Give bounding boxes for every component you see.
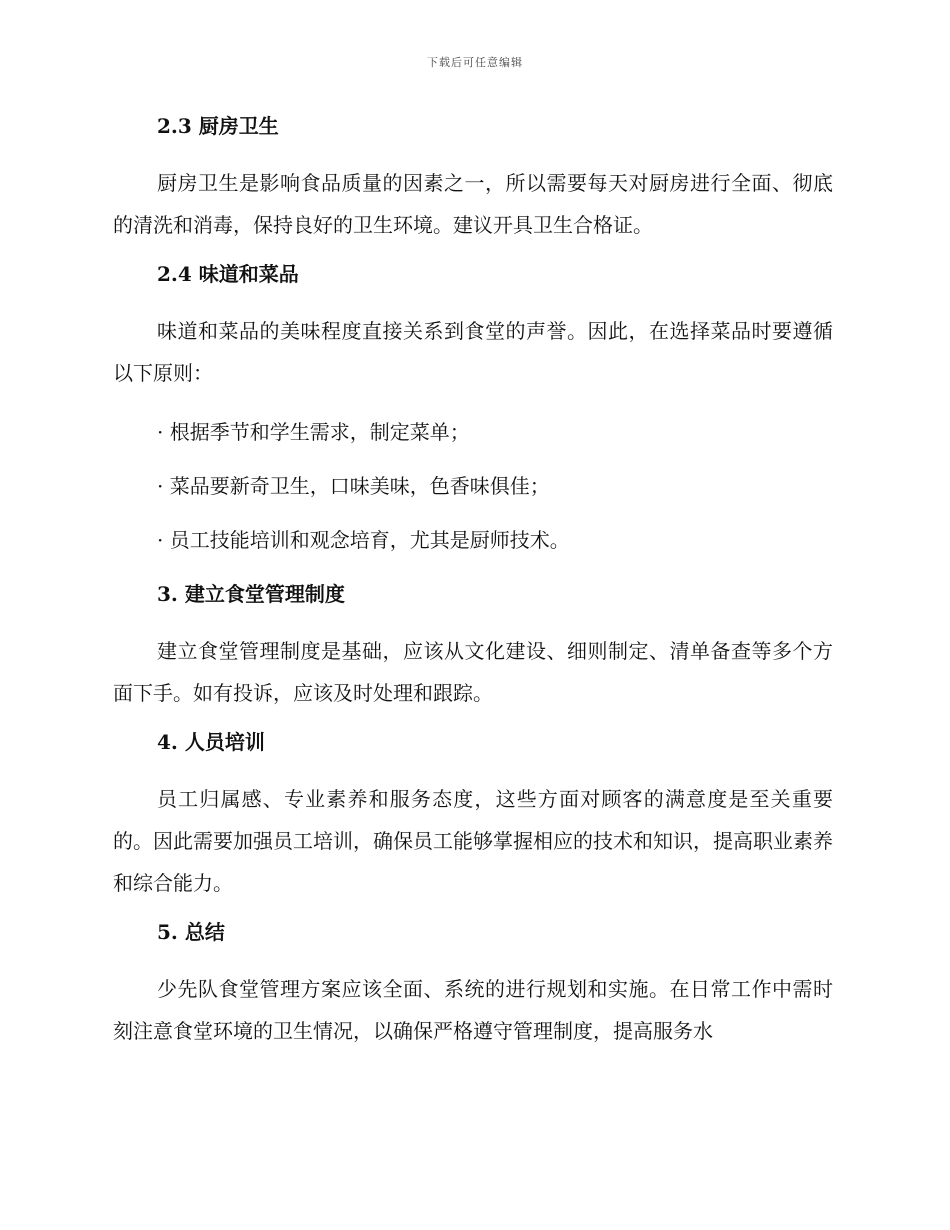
paragraph-kitchen-hygiene: 厨房卫生是影响食品质量的因素之一，所以需要每天对厨房进行全面、彻底的清洗和消毒，保持良好的卫生环境。建议开具卫生合格证。 (113, 171, 833, 237)
page-header: 下载后可任意编辑 (427, 56, 523, 69)
section-heading-3: 3. 建立食堂管理制度 (157, 582, 345, 606)
document-body (113, 110, 833, 1052)
section-heading-5: 5. 总结 (157, 920, 225, 944)
bullet-item: · 菜品要新奇卫生，口味美味，色香味俱佳； (157, 474, 550, 498)
section-heading-2-4: 2.4 味道和菜品 (157, 262, 299, 286)
section-heading-2-3: 2.3 厨房卫生 (157, 114, 279, 138)
section-heading-4: 4. 人员培训 (157, 730, 265, 754)
paragraph-summary: 少先队食堂管理方案应该全面、系统的进行规划和实施。在日常工作中需时刻注意食堂环境的卫生情况，以确保严格遵守管理制度，提高服务水 (113, 977, 833, 1043)
paragraph-taste-dishes: 味道和菜品的美味程度直接关系到食堂的声誉。因此，在选择菜品时要遵循以下原则： (113, 319, 833, 385)
paragraph-staff-training: 员工归属感、专业素养和服务态度，这些方面对顾客的满意度是至关重要的。因此需要加强员工培训，确保员工能够掌握相应的技术和知识，提高职业素养和综合能力。 (113, 787, 833, 895)
bullet-item: · 员工技能培训和观念培育，尤其是厨师技术。 (157, 528, 570, 552)
paragraph-management-system: 建立食堂管理制度是基础，应该从文化建设、细则制定、清单备查等多个方面下手。如有投诉，应该及时处理和跟踪。 (113, 639, 833, 705)
bullet-item: · 根据季节和学生需求，制定菜单； (157, 420, 470, 444)
